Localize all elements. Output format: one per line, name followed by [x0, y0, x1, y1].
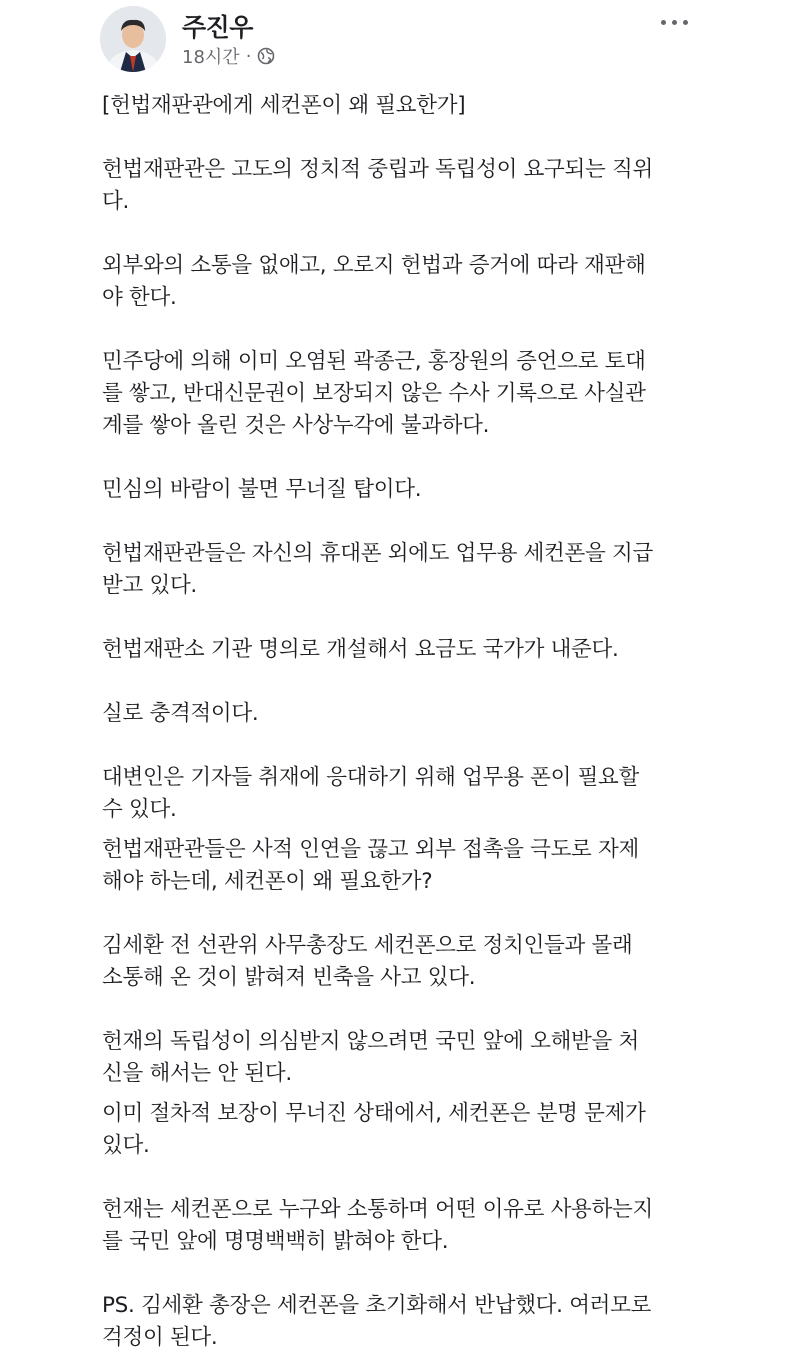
post-paragraph: 이미 절차적 보장이 무너진 상태에서, 세컨폰은 분명 문제가 있다. [102, 1101, 646, 1158]
meta-separator: · [245, 45, 252, 67]
author-name[interactable]: 주진우 [182, 13, 253, 42]
post-paragraph: 실로 충격적이다. [102, 701, 259, 726]
globe-icon[interactable] [257, 47, 275, 65]
post-meta [182, 44, 275, 68]
more-horizontal-icon [661, 20, 666, 25]
post-paragraph: 민심의 바람이 불면 무너질 탑이다. [102, 477, 422, 502]
post-paragraph: PS. 김세환 총장은 세컨폰을 초기화해서 반납했다. 여러모로 걱정이 된다. [102, 1293, 652, 1350]
post-paragraph: 헌법재판소 기관 명의로 개설해서 요금도 국가가 내준다. [102, 637, 619, 662]
avatar[interactable] [100, 6, 166, 72]
post-paragraph: 김세환 전 선관위 사무총장도 세컨폰으로 정치인들과 몰래 소통해 온 것이 밝혀져 빈축을 사고 있다. [102, 933, 633, 990]
post-paragraph: 대변인은 기자들 취재에 응대하기 위해 업무용 폰이 필요할 수 있다. [102, 765, 639, 822]
post-timestamp[interactable]: 18시간 [182, 47, 240, 68]
post-paragraph: 민주당에 의해 이미 오염된 곽종근, 홍장원의 증언으로 토대 를 쌓고, 반대신문권이 보장되지 않은 수사 기록으로 사실관 계를 쌓아 올린 것은 사상누각에 불과하다. [102, 349, 646, 438]
post-body [102, 90, 722, 1354]
post-paragraph: 헌재는 세컨폰으로 누구와 소통하며 어떤 이유로 사용하는지 를 국민 앞에 명명백백히 밝혀야 한다. [102, 1197, 653, 1254]
post-paragraph: 헌법재판관은 고도의 정치적 중립과 독립성이 요구되는 직위 다. [102, 157, 653, 214]
more-options-button[interactable] [652, 10, 696, 34]
post-paragraph: 헌법재판관들은 사적 인연을 끊고 외부 접촉을 극도로 자제 해야 하는데, 세컨폰이 왜 필요한가? [102, 837, 639, 894]
post-header [0, 0, 800, 90]
post-paragraph: 외부와의 소통을 없애고, 오로지 헌법과 증거에 따라 재판해 야 한다. [102, 253, 646, 310]
post-paragraph: 헌법재판관들은 자신의 휴대폰 외에도 업무용 세컨폰을 지급 받고 있다. [102, 541, 653, 598]
post-title: [헌법재판관에게 세컨폰이 왜 필요한가] [102, 93, 466, 118]
post-paragraph: 헌재의 독립성이 의심받지 않으려면 국민 앞에 오해받을 처 신을 해서는 안 된다. [102, 1029, 639, 1086]
